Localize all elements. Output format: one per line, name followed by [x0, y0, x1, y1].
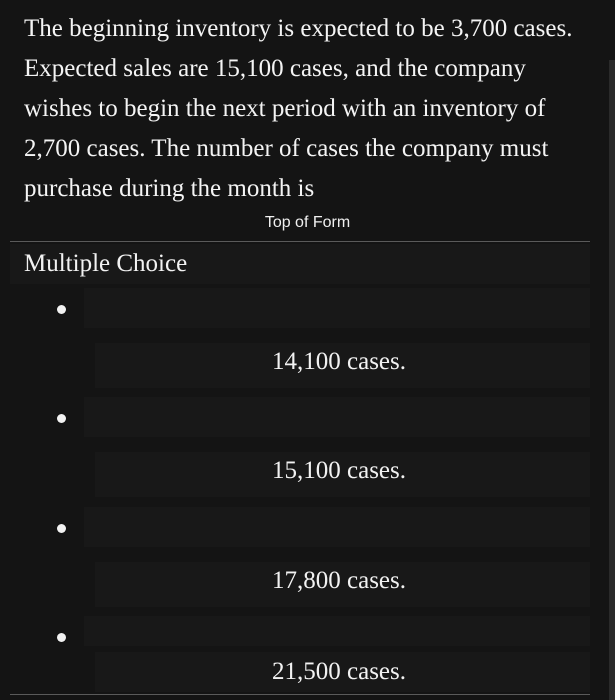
- choice-label[interactable]: 21,500 cases.: [272, 658, 406, 685]
- bullet-icon: [57, 524, 66, 533]
- choice-label[interactable]: 14,100 cases.: [272, 348, 406, 375]
- choice-radio-area[interactable]: [84, 288, 590, 328]
- top-of-form-label: Top of Form: [264, 214, 351, 231]
- choice-item[interactable]: [0, 288, 615, 398]
- choice-item[interactable]: [0, 507, 615, 617]
- choice-radio-area[interactable]: [84, 397, 590, 437]
- choice-radio-area[interactable]: [84, 616, 590, 646]
- choice-radio-area[interactable]: [84, 507, 590, 547]
- choice-item[interactable]: [0, 397, 615, 507]
- bullet-icon: [57, 633, 66, 642]
- form-bottom-divider: [10, 694, 590, 695]
- choice-label[interactable]: 17,800 cases.: [272, 567, 406, 594]
- form-divider: [10, 241, 590, 242]
- bullet-icon: [57, 305, 66, 314]
- multiple-choice-label: Multiple Choice: [24, 250, 188, 277]
- choice-item[interactable]: [0, 616, 615, 694]
- choice-label[interactable]: 15,100 cases.: [272, 457, 406, 484]
- question-text: The beginning inventory is expected to be 3,700 cases. Expected sales are 15,100 cases, and the company wishes to begin the next period with an inventory of 2,700 cases. The number of cases the company must purchase during the month is: [24, 15, 573, 202]
- bullet-icon: [57, 414, 66, 423]
